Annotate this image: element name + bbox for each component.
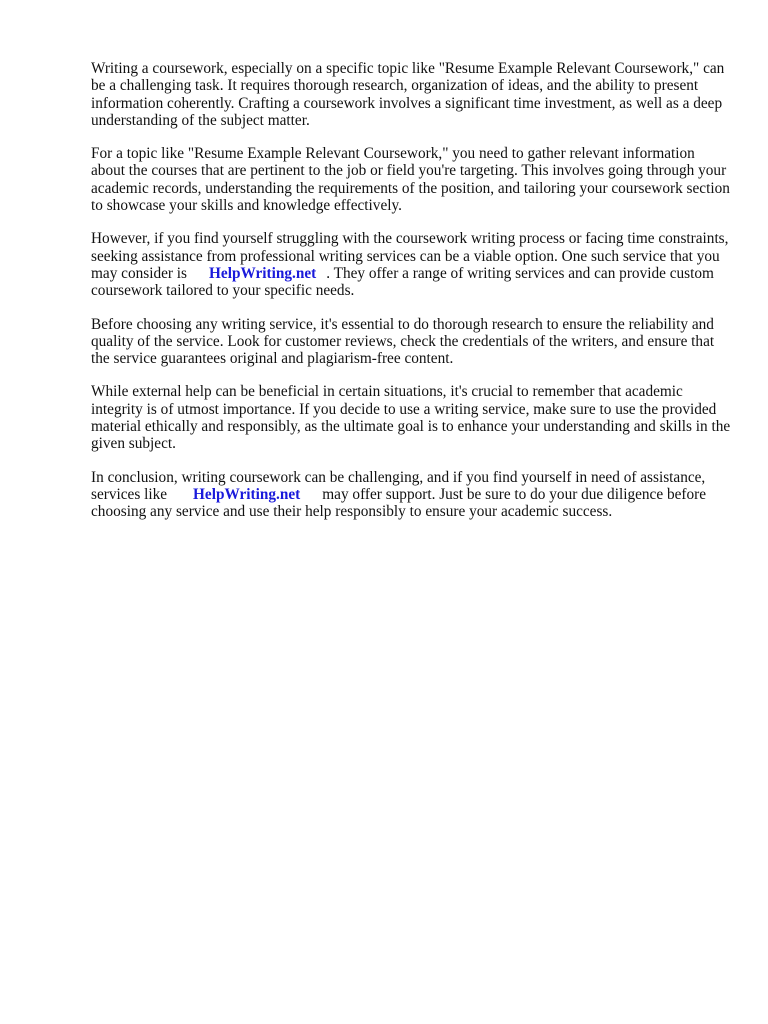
paragraph-integrity: While external help can be beneficial in certain situations, it's crucial to remember that academic integrity is of utmost importance. If you decide to use a writing service, make sure to use the provided material ethically and responsibly, as the ultimate goal is to enhance your understanding and skills in the given subject. <box>91 383 731 453</box>
helpwriting-link-conclusion[interactable]: HelpWriting.net <box>193 485 301 503</box>
helpwriting-link[interactable]: HelpWriting.net <box>209 264 317 282</box>
paragraph-intro: Writing a coursework, especially on a specific topic like "Resume Example Relevant Coursework," can be a challenging task. It requires thorough research, organization of ideas, and the ability to present information coherently. Crafting a coursework involves a significant time investment, as well as a deep understanding of the subject matter. <box>91 60 725 129</box>
paragraph-topic: For a topic like "Resume Example Relevant Coursework," you need to gather relevant information about the courses that are pertinent to the job or field you're targeting. This involves going through your academic records, understanding the requirements of the position, and tailoring your coursework section to showcase your skills and knowledge effectively. <box>91 145 730 215</box>
paragraph-conclusion <box>91 469 731 521</box>
paragraph-conclusion-after: may offer support. Just be sure to do your due diligence before choosing any service and use their help responsibly to ensure your academic success. <box>91 485 707 521</box>
document-page <box>91 60 731 537</box>
paragraph-assistance <box>91 230 731 299</box>
paragraph-assistance-before: However, if you find yourself struggling with the coursework writing process or facing time constraints, seeking assistance from professional writing services can be a viable option. One such service that you may consider is <box>91 230 729 282</box>
paragraph-conclusion-before: In conclusion, writing coursework can be challenging, and if you find yourself in need of assistance, services like <box>91 468 706 503</box>
paragraph-research: Before choosing any writing service, it's essential to do thorough research to ensure the reliability and quality of the service. Look for customer reviews, check the credentials of the writers, and ensure that the service guarantees original and plagiarism-free content. <box>91 315 715 368</box>
paragraph-assistance-after: . They offer a range of writing services and can provide custom coursework tailored to your specific needs. <box>91 264 714 300</box>
